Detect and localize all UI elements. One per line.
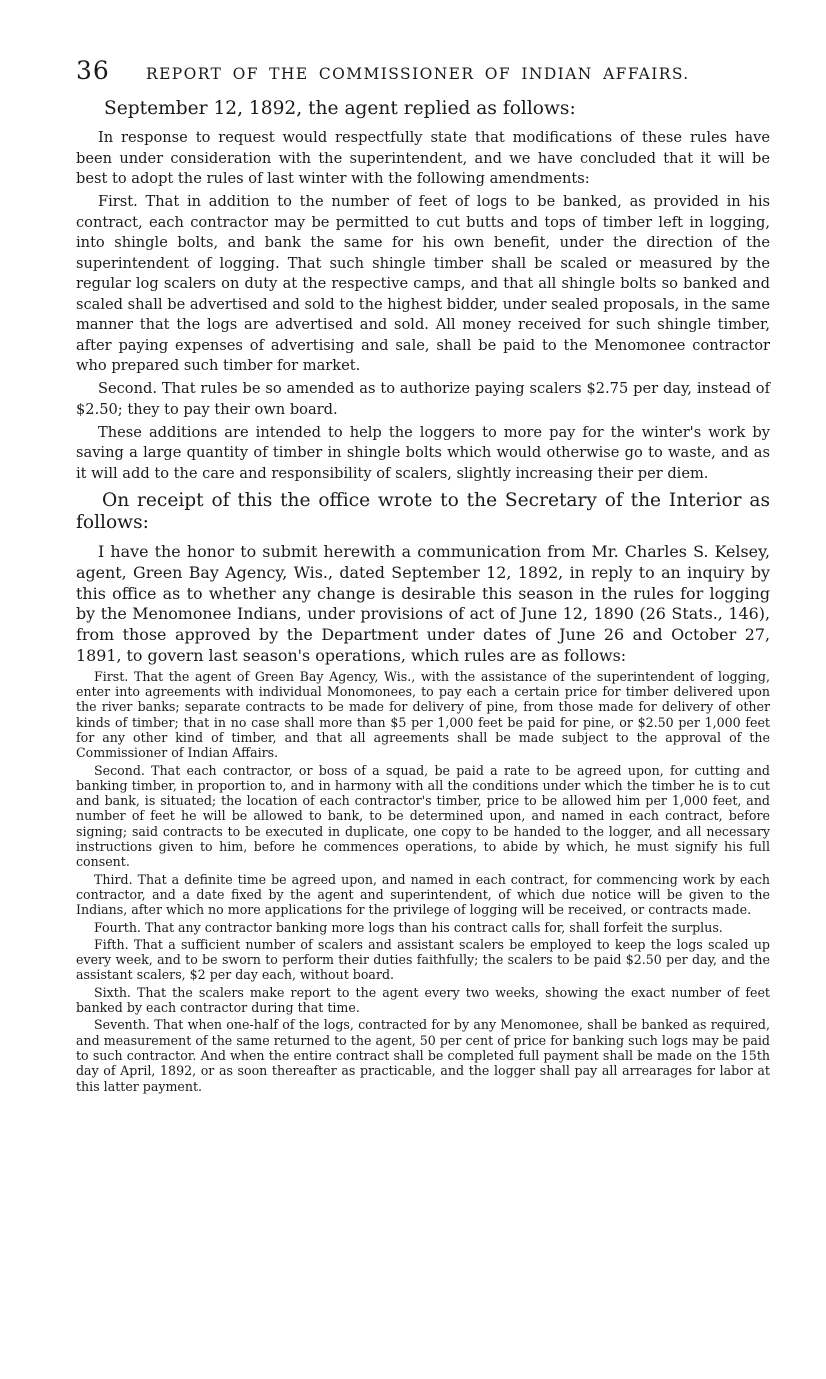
- intro-paragraph-1: September 12, 1892, the agent replied as follows:: [104, 98, 576, 119]
- letter-paragraph: I have the honor to submit herewith a communication from Mr. Charles S. Kelsey, agent, Green Bay Agency, Wis., dated September 12, 1892, in reply to an inquiry by this office as to whether any change is desirable this season in the rules for logging by the Menomonee Indians, under provisions of act of June 12, 1890 (26 Stats., 146), from those approved by the Department under dates of June 26 and October 27, 1891, to govern last season's operations, which rules are as follows:: [76, 542, 770, 665]
- quote-paragraph: First. That in addition to the number of feet of logs to be banked, as provided in his contract, each contractor may be permitted to cut butts and tops of timber left in logging, into shingle bolts, and bank the same for his own benefit, under the direction of the superintendent of logging. That such shingle timber shall be scaled or measured by the regular log scalers on duty at the respective camps, and that all shingle bolts so banked and scaled shall be advertised and sold to the highest bidder, under sealed proposals, in the same manner that the logs are advertised and sold. All money received for such shingle timber, after paying expenses of advertising and sale, shall be paid to the Menomonee contractor who prepared such timber for market.: [76, 193, 770, 374]
- running-title: REPORT OF THE COMMISSIONER OF INDIAN AFFAIRS.: [146, 65, 690, 83]
- page-number: 36: [76, 56, 110, 85]
- rule-paragraph: First. That the agent of Green Bay Agency, Wis., with the assistance of the superintendent of logging, enter into agreements with individual Monomonees, to pay each a certain price for timber delivered upon the river banks; separate contracts to be made for delivery of pine, from those made for delivery of other kinds of timber; that in no case shall more than $5 per 1,000 feet be paid for pine, or $2.50 per 1,000 feet for any other kind of timber, and that all agreements shall be made subject to the approval of the Commissioner of Indian Affairs.: [76, 668, 770, 761]
- rule-paragraph: Third. That a definite time be agreed upon, and named in each contract, for commencing work by each contractor, and a date fixed by the agent and superintendent, of which due notice will be given to the Indians, after which no more applications for the privilege of logging will be received, or contracts made.: [76, 871, 770, 918]
- rule-paragraph: Sixth. That the scalers make report to the agent every two weeks, showing the exact number of feet banked by each contractor during that time.: [76, 984, 770, 1016]
- office-letter: [76, 542, 770, 667]
- rule-paragraph: Fourth. That any contractor banking more logs than his contract calls for, shall forfeit the surplus.: [94, 919, 723, 935]
- page-header: [76, 56, 770, 98]
- intro-paragraph-2: On receipt of this the office wrote to the Secretary of the Interior as follows:: [76, 490, 770, 533]
- rule-paragraph: Seventh. That when one-half of the logs, contracted for by any Menomonee, shall be banked as required, and measurement of the same returned to the agent, 50 per cent of price for banking such logs may be paid to such contractor. And when the entire contract shall be completed full payment shall be made on the 15th day of April, 1892, or as soon thereafter as practicable, and the logger shall pay all arrearages for labor at this latter payment.: [76, 1017, 770, 1094]
- rule-paragraph: Second. That each contractor, or boss of a squad, be paid a rate to be agreed upon, for cutting and banking timber, in proportion to, and in harmony with all the conditions under which the timber he is to cut and bank, is situated; the location of each contractor's timber, price to be allowed him per 1,000 feet, and number of feet he will be allowed to bank, to be determined upon, and named in each contract, before signing; said contracts to be executed in duplicate, one copy to be handed to the logger, and all necessary instructions given to him, before he commences operations, to abide by which, he must signify his full consent.: [76, 762, 770, 870]
- agent-reply-quote: [76, 128, 770, 484]
- quote-paragraph: In response to request would respectfully state that modifications of these rules have been under consideration with the superintendent, and we have concluded that it will be best to adopt the rules of last winter with the following amendments:: [76, 129, 770, 187]
- logging-rules: [76, 669, 770, 1094]
- quote-paragraph: Second. That rules be so amended as to authorize paying scalers $2.75 per day, instead of $2.50; they to pay their own board.: [76, 380, 770, 418]
- rule-paragraph: Fifth. That a sufficient number of scalers and assistant scalers be employed to keep the logs scaled up every week, and to be sworn to perform their duties faithfully; the scalers to be paid $2.50 per day, and the assistant scalers, $2 per day each, without board.: [76, 936, 770, 983]
- quote-paragraph: These additions are intended to help the loggers to more pay for the winter's work by saving a large quantity of timber in shingle bolts which would otherwise go to waste, and as it will add to the care and responsibility of scalers, slightly increasing their per diem.: [76, 423, 770, 482]
